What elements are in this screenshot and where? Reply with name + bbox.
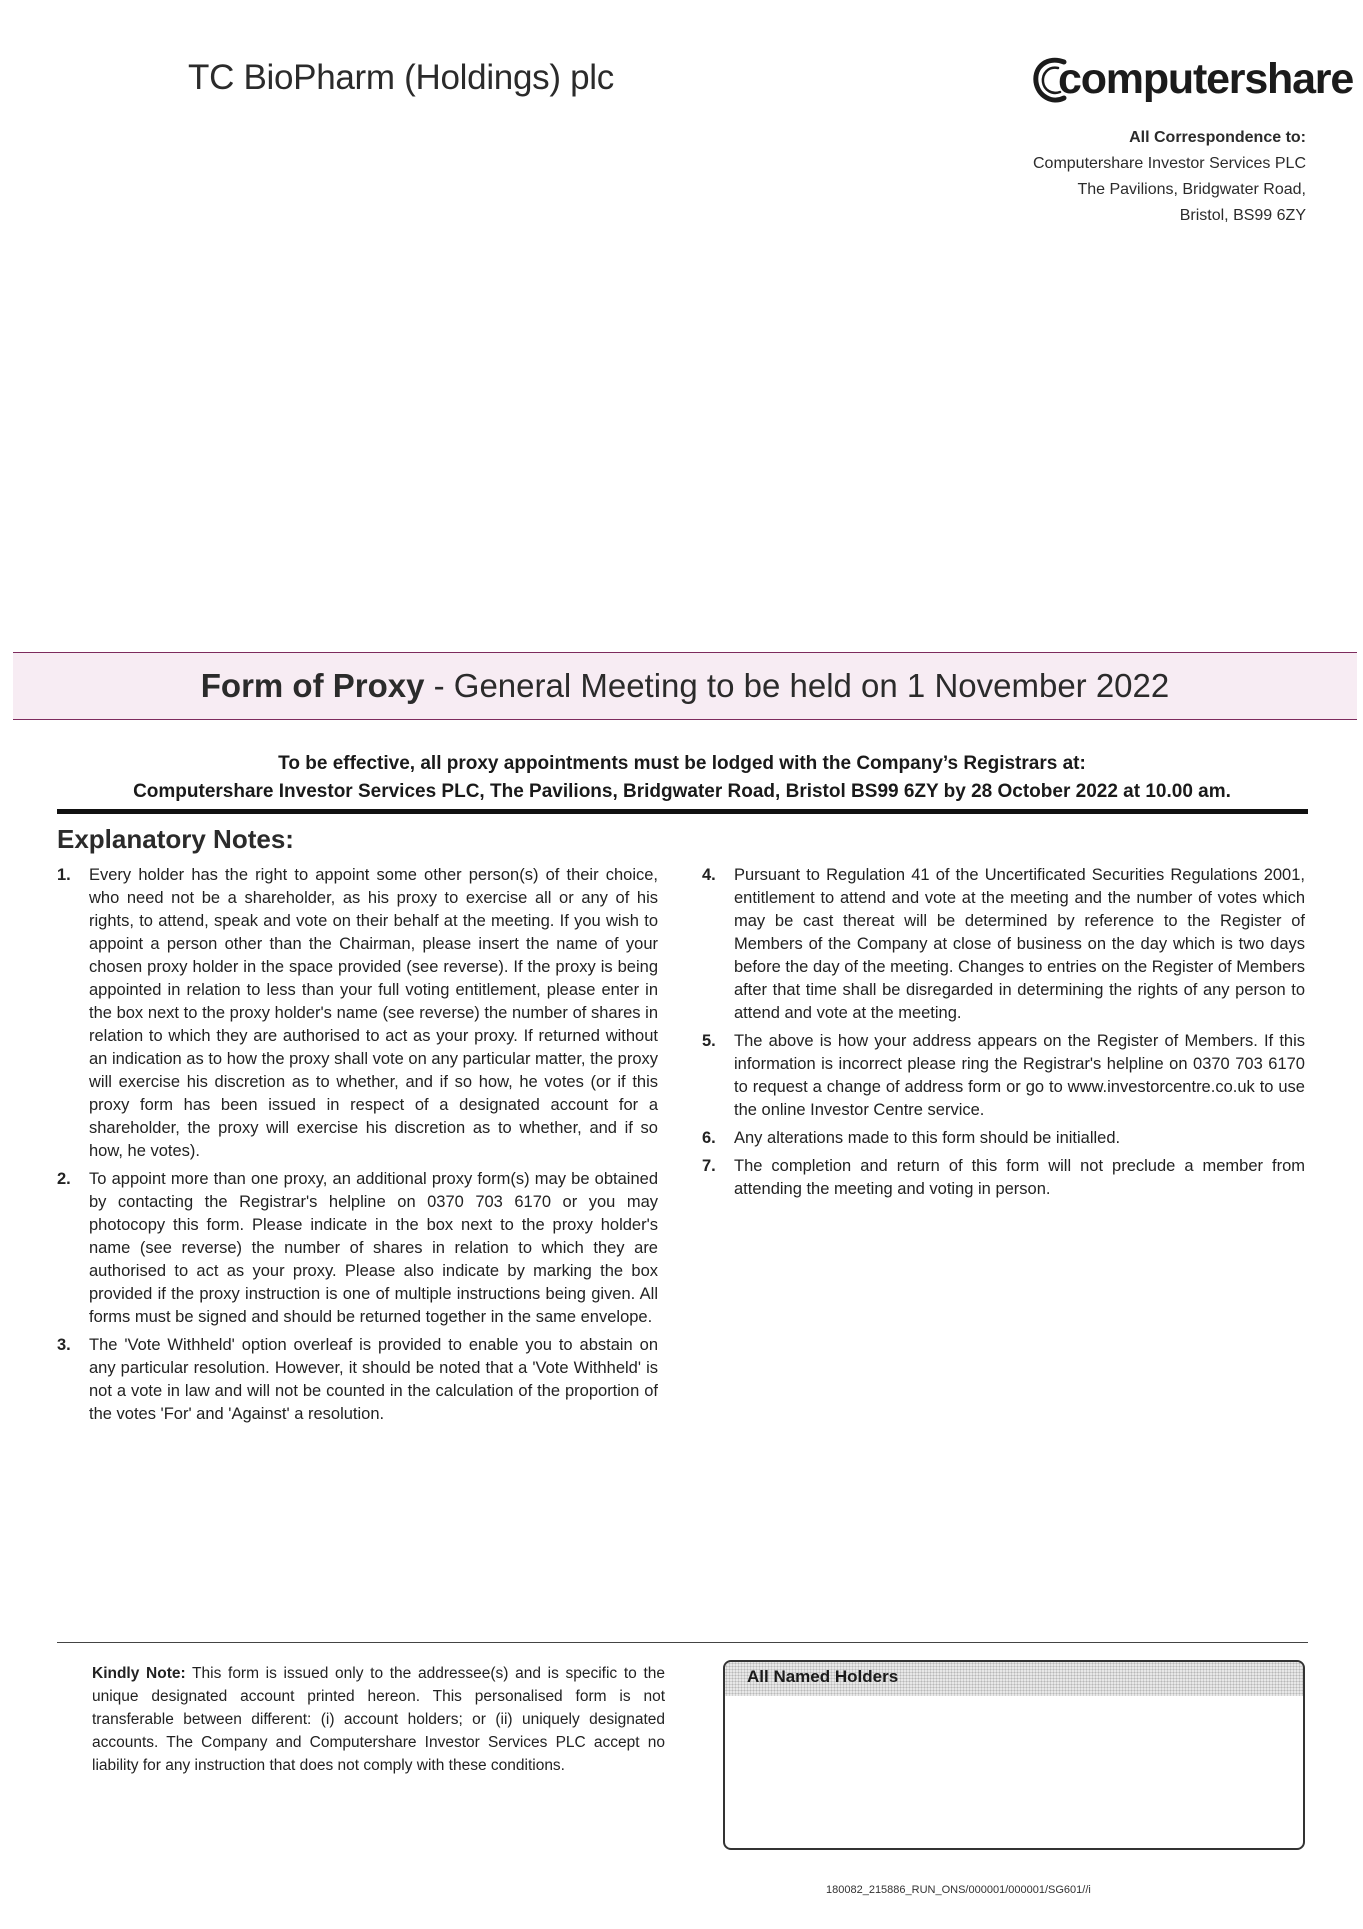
- note-item: [57, 1168, 658, 1329]
- note-number: 7.: [702, 1157, 716, 1175]
- notes-heading: Explanatory Notes:: [57, 824, 294, 854]
- correspondence-label: All Correspondence to:: [1129, 129, 1306, 146]
- kindly-note-text: This form is issued only to the addressee(s) and is specific to the unique designated account printed hereon. This personalised form is not transferable between different: (i) account holders; or (ii) uniquely designated accounts. The Company and Computershare Investor Services PLC accept no liability for any instruction that does not comply with these conditions.: [92, 1665, 666, 1774]
- named-holders-label: All Named Holders: [725, 1662, 1303, 1696]
- note-item: [57, 1334, 658, 1426]
- kindly-note-label: Kindly Note:: [92, 1665, 186, 1682]
- note-item: [702, 864, 1305, 1025]
- form-title-band: [13, 652, 1357, 720]
- note-text: Any alterations made to this form should be initialled.: [734, 1129, 1121, 1147]
- note-item: [702, 1127, 1305, 1150]
- kindly-note: [92, 1662, 665, 1777]
- form-subtitle: - General Meeting to be held on 1 November 2022: [424, 667, 1170, 704]
- lodgement-line: To be effective, all proxy appointments must be lodged with the Company’s Registrars at:: [278, 753, 1086, 774]
- note-number: 2.: [57, 1170, 71, 1188]
- divider: [57, 809, 1308, 814]
- named-holders-box: [723, 1660, 1305, 1850]
- lodgement-instructions: [57, 750, 1307, 806]
- logo-wordmark: computershare: [1058, 55, 1354, 103]
- note-text: The completion and return of this form will not preclude a member from attending the meeting and voting in person.: [734, 1157, 1305, 1198]
- form-title: Form of Proxy: [200, 667, 425, 704]
- correspondence-line: Computershare Investor Services PLC: [1033, 155, 1306, 172]
- note-number: 1.: [57, 866, 71, 884]
- document-reference: 180082_215886_RUN_ONS/000001/000001/SG601//i: [826, 1884, 1091, 1896]
- lodgement-line: Computershare Investor Services PLC, The Pavilions, Bridgwater Road, Bristol BS99 6ZY by 28 October 2022 at 10.00 am.: [133, 781, 1231, 802]
- correspondence-line: The Pavilions, Bridgwater Road,: [1077, 181, 1306, 198]
- note-text: Pursuant to Regulation 41 of the Uncertificated Securities Regulations 2001, entitlement to attend and vote at the meeting and the number of votes which may be cast thereat will be determined by reference to the Register of Members of the Company at close of business on the day which is two days before the day of the meeting. Changes to entries on the Register of Members after that time shall be disregarded in determining the rights of any person to attend and vote at the meeting.: [734, 866, 1305, 1022]
- notes-right-column: [702, 864, 1305, 1206]
- correspondence-address: [1033, 125, 1306, 229]
- note-number: 4.: [702, 866, 716, 884]
- note-number: 6.: [702, 1129, 716, 1147]
- note-text: The above is how your address appears on the Register of Members. If this information is incorrect please ring the Registrar's helpline on 0370 703 6170 to request a change of address form or go to www.investorcentre.co.uk to use the online Investor Centre service.: [734, 1032, 1305, 1119]
- note-text: Every holder has the right to appoint some other person(s) of their choice, who need not be a shareholder, as his proxy to exercise all or any of his rights, to attend, speak and vote on their behalf at the meeting. If you wish to appoint a person other than the Chairman, please insert the name of your chosen proxy holder in the space provided (see reverse). If the proxy is being appointed in relation to less than your full voting entitlement, please enter in the box next to the proxy holder's name (see reverse) the number of shares in relation to which they are authorised to act as your proxy. If returned without an indication as to how the proxy shall vote on any particular matter, the proxy will exercise his discretion as to whether, and if so how, he votes (or if this proxy form has been issued in respect of a designated account for a shareholder, the proxy will exercise his discretion as to whether, and if so how, he votes).: [89, 866, 658, 1160]
- note-number: 5.: [702, 1032, 716, 1050]
- note-item: [57, 864, 658, 1163]
- note-text: The 'Vote Withheld' option overleaf is provided to enable you to abstain on any particular resolution. However, it should be noted that a 'Vote Withheld' is not a vote in law and will not be counted in the calculation of the proportion of the votes 'For' and 'Against' a resolution.: [89, 1336, 658, 1423]
- notes-left-column: [57, 864, 658, 1431]
- note-item: [702, 1155, 1305, 1201]
- computershare-logo: [1030, 52, 1354, 108]
- note-item: [702, 1030, 1305, 1122]
- note-text: To appoint more than one proxy, an additional proxy form(s) may be obtained by contacting the Registrar's helpline on 0370 703 6170 or you may photocopy this form. Please indicate in the box next to the proxy holder's name (see reverse) the number of shares in relation to which they are authorised to act as your proxy. Please also indicate by marking the box provided if the proxy instruction is one of multiple instructions being given. All forms must be signed and should be returned together in the same envelope.: [89, 1170, 658, 1326]
- note-number: 3.: [57, 1336, 71, 1354]
- correspondence-line: Bristol, BS99 6ZY: [1179, 207, 1306, 224]
- company-name: TC BioPharm (Holdings) plc: [188, 58, 614, 97]
- divider: [57, 1642, 1308, 1643]
